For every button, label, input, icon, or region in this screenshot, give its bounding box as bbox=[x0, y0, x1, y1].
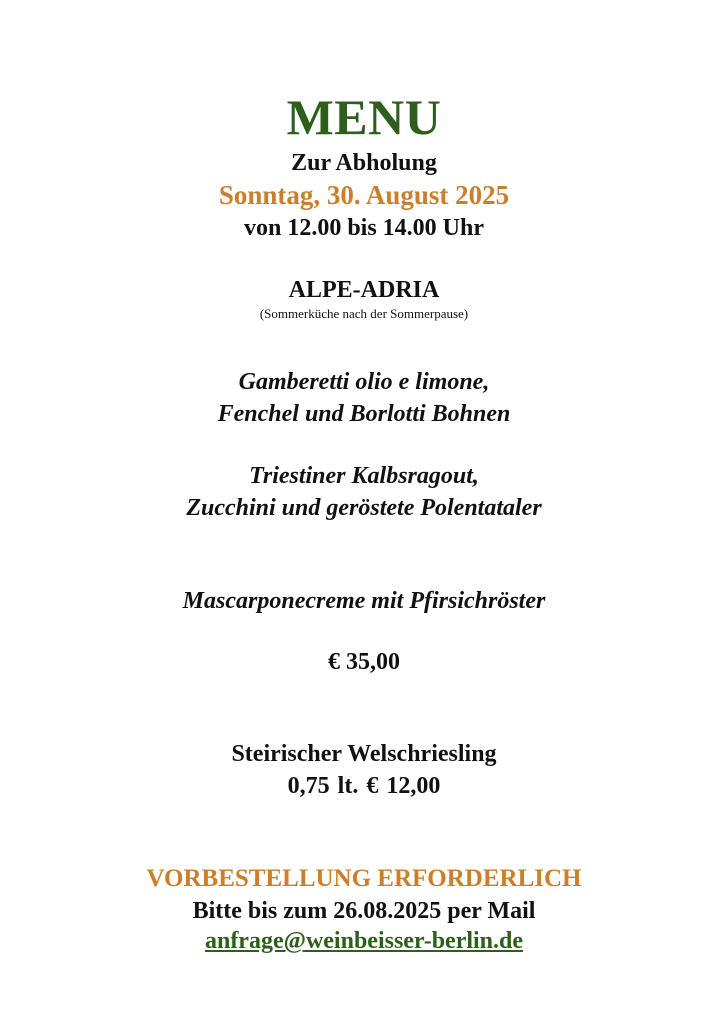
menu-theme: ALPE-ADRIA bbox=[288, 277, 440, 303]
course-1-line-2: Fenchel und Borlotti Bohnen bbox=[217, 401, 511, 427]
wine-price: 0,75 lt. € 12,00 bbox=[287, 773, 441, 799]
course-3-dessert: Mascarponecreme mit Pfirsichröster bbox=[182, 588, 546, 614]
pickup-date: Sonntag, 30. August 2025 bbox=[218, 180, 510, 210]
order-email-link[interactable]: anfrage@weinbeisser-berlin.de bbox=[204, 928, 524, 954]
wine-name: Steirischer Welschriesling bbox=[231, 741, 497, 767]
menu-title: MENU bbox=[286, 89, 442, 145]
order-deadline: Bitte bis zum 26.08.2025 per Mail bbox=[192, 898, 536, 924]
order-email-line bbox=[0, 929, 728, 953]
pickup-label: Zur Abholung bbox=[291, 150, 437, 176]
preorder-notice: VORBESTELLUNG ERFORDERLICH bbox=[146, 865, 582, 892]
menu-price: € 35,00 bbox=[328, 649, 400, 675]
pickup-time: von 12.00 bis 14.00 Uhr bbox=[243, 215, 485, 241]
course-1-line-1: Gamberetti olio e limone, bbox=[238, 369, 490, 395]
menu-theme-note: (Sommerküche nach der Sommerpause) bbox=[259, 306, 469, 321]
course-2-line-1: Triestiner Kalbsragout, bbox=[249, 463, 479, 489]
course-2-line-2: Zucchini und geröstete Polentataler bbox=[186, 495, 542, 521]
